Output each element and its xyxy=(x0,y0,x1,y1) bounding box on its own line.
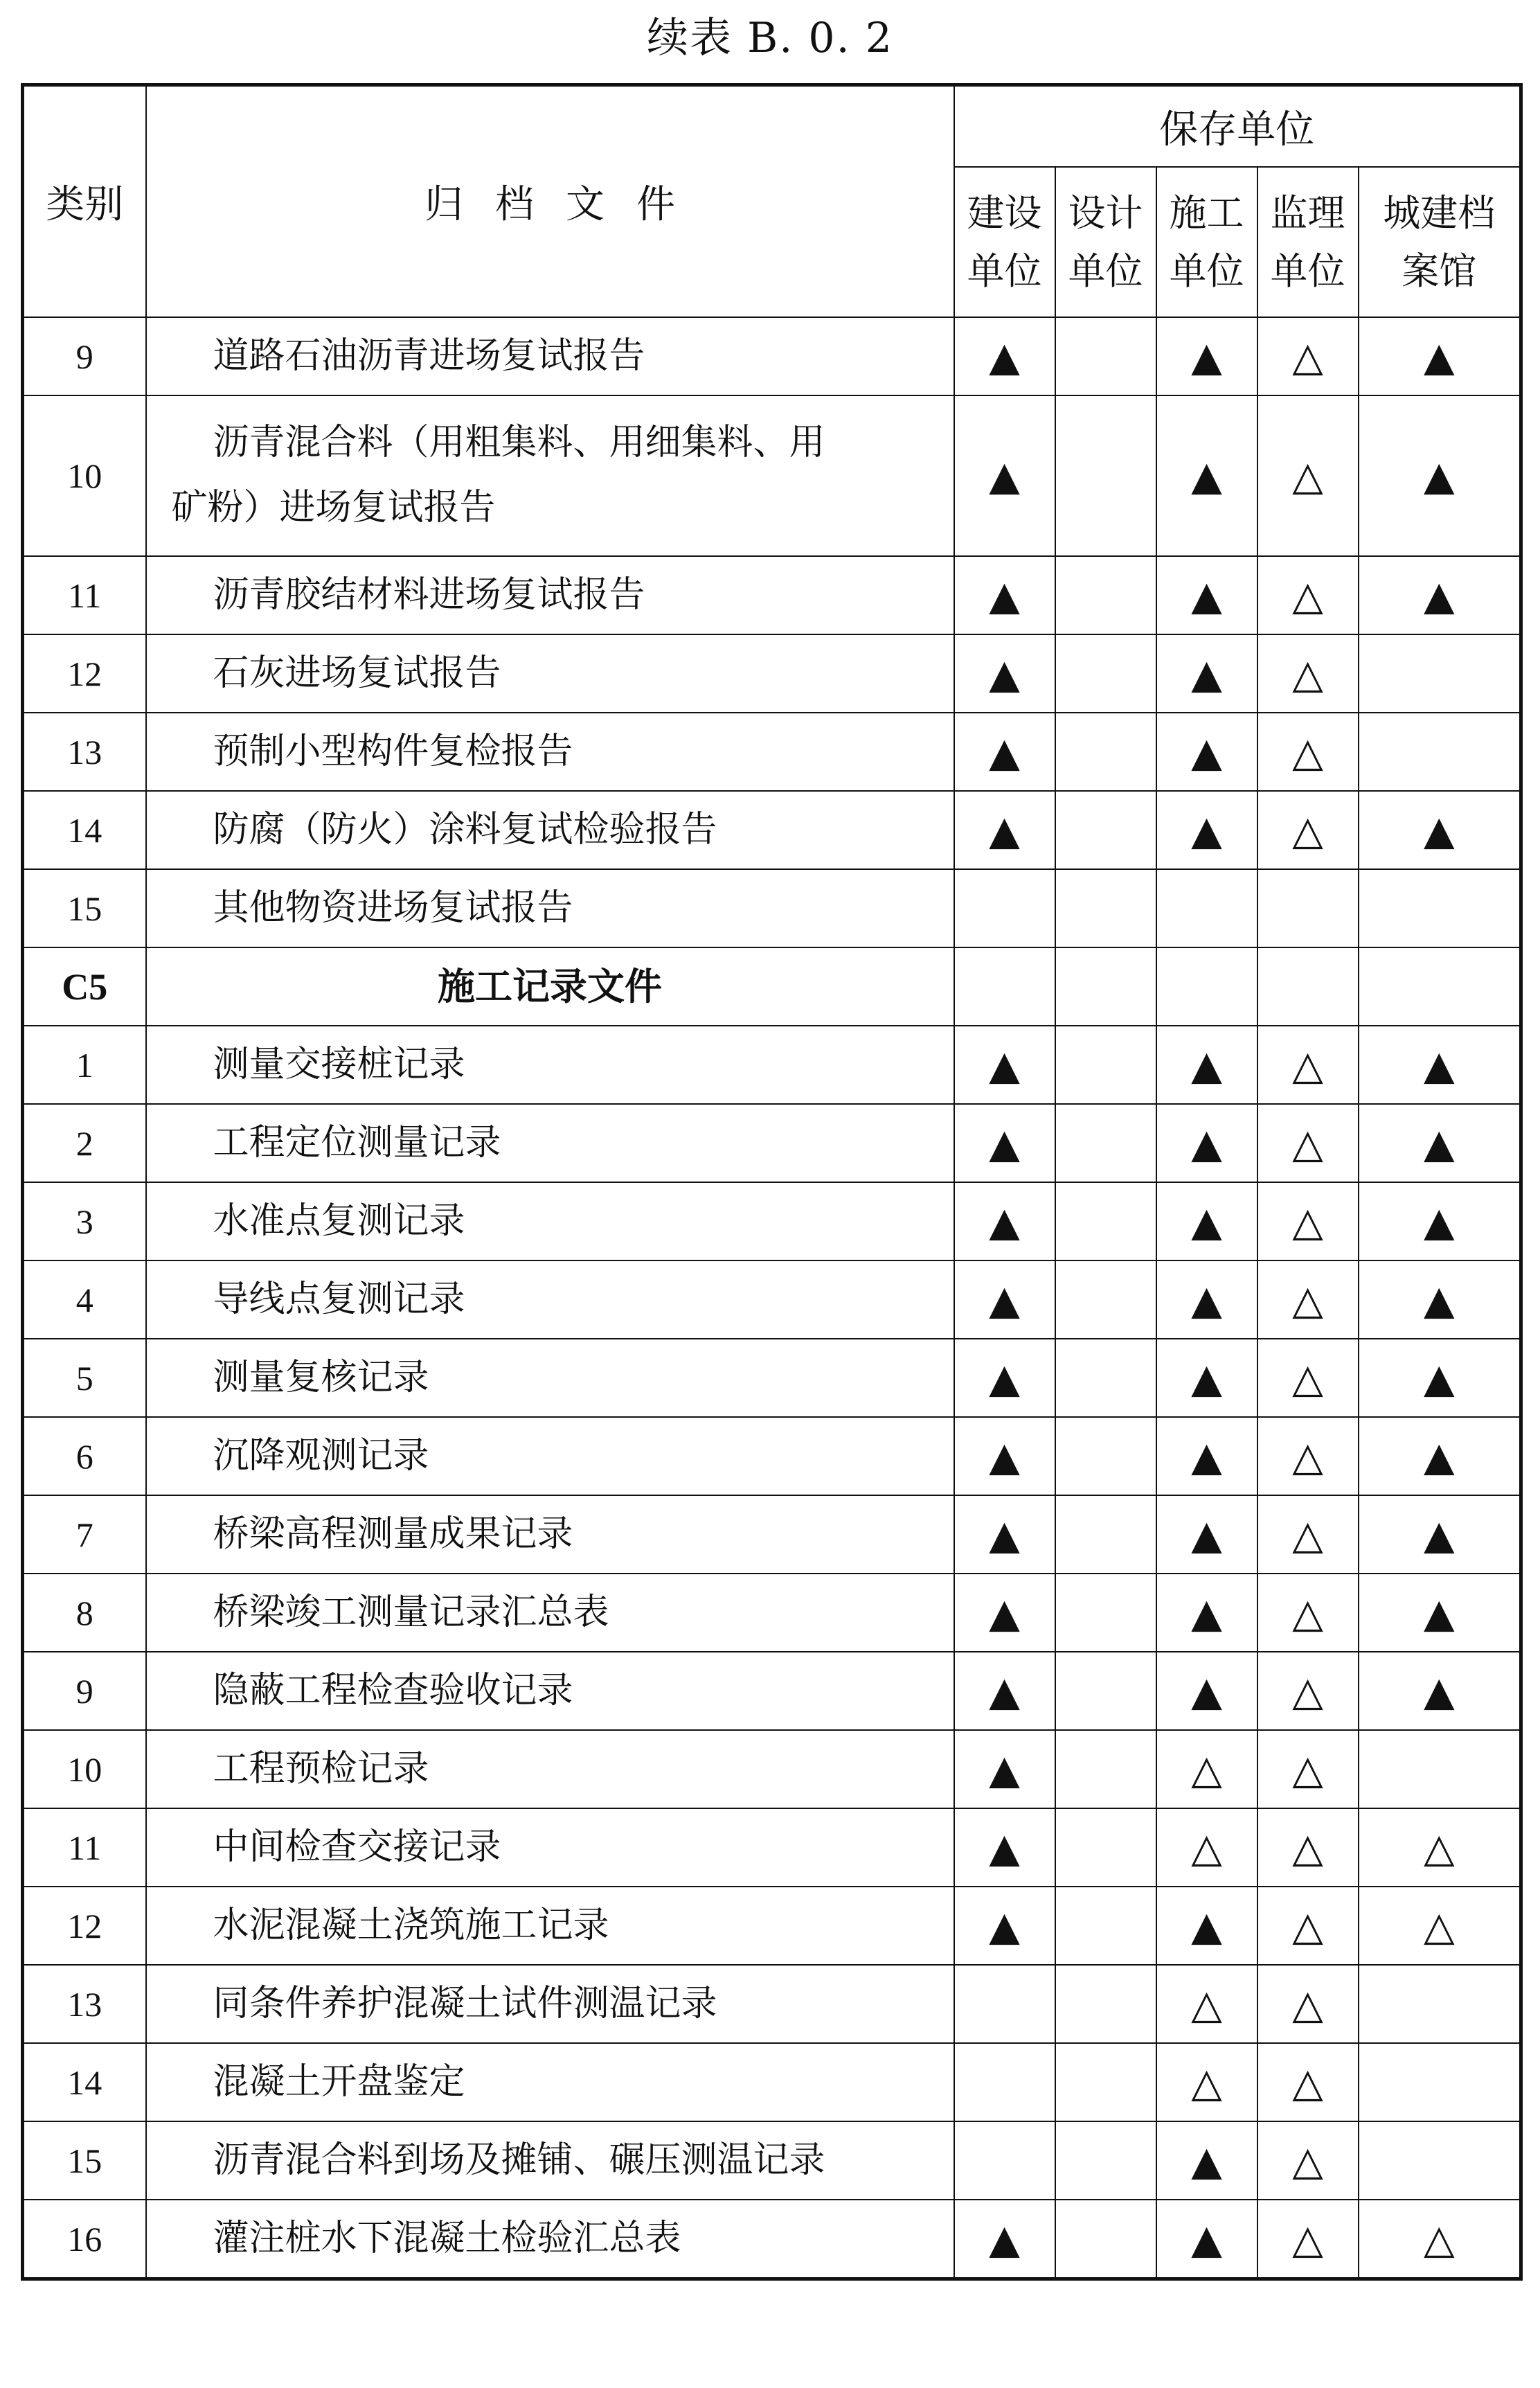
mark-construction-owner: ▲ xyxy=(954,1339,1055,1417)
mark-construction-owner: ▲ xyxy=(954,1104,1055,1182)
mark-supervision: △ xyxy=(1257,556,1359,634)
mark-contractor: ▲ xyxy=(1156,1495,1257,1574)
row-document: 隐蔽工程检查验收记录 xyxy=(146,1652,954,1730)
mark-supervision: △ xyxy=(1257,2121,1359,2200)
unit-line: 城建档 xyxy=(1383,190,1496,235)
table-row xyxy=(23,869,1521,947)
mark-construction-owner: ▲ xyxy=(954,1260,1055,1339)
mark-supervision: △ xyxy=(1257,1104,1359,1182)
row-category: 3 xyxy=(23,1182,146,1260)
row-category: 16 xyxy=(23,2200,146,2279)
table-row xyxy=(23,1574,1521,1652)
mark-design xyxy=(1055,317,1156,395)
mark-design xyxy=(1055,1495,1156,1574)
archive-table xyxy=(21,83,1523,2281)
mark-design xyxy=(1055,1808,1156,1887)
header-unit-city-archive xyxy=(1359,167,1521,317)
table-row xyxy=(23,556,1521,634)
mark-construction-owner: ▲ xyxy=(954,1182,1055,1260)
mark-contractor: ▲ xyxy=(1156,2121,1257,2200)
row-category: 12 xyxy=(23,1887,146,1965)
row-document: 预制小型构件复检报告 xyxy=(146,713,954,791)
row-document: 中间检查交接记录 xyxy=(146,1808,954,1887)
mark-contractor: ▲ xyxy=(1156,791,1257,869)
mark-city-archive: ▲ xyxy=(1359,1260,1521,1339)
mark-contractor: ▲ xyxy=(1156,1182,1257,1260)
mark-supervision: △ xyxy=(1257,1182,1359,1260)
mark-city-archive: ▲ xyxy=(1359,1417,1521,1495)
mark-design xyxy=(1055,634,1156,713)
mark-contractor: ▲ xyxy=(1156,317,1257,395)
row-category: 12 xyxy=(23,634,146,713)
row-document: 防腐（防火）涂料复试检验报告 xyxy=(146,791,954,869)
mark-city-archive xyxy=(1359,2121,1521,2200)
mark-design xyxy=(1055,1887,1156,1965)
mark-supervision: △ xyxy=(1257,1730,1359,1808)
unit-line: 监理 xyxy=(1270,190,1345,235)
mark-construction-owner xyxy=(954,2121,1055,2200)
mark-contractor: ▲ xyxy=(1156,1026,1257,1104)
mark-contractor xyxy=(1156,869,1257,947)
mark-construction-owner: ▲ xyxy=(954,1887,1055,1965)
mark-contractor: ▲ xyxy=(1156,1887,1257,1965)
row-document: 测量复核记录 xyxy=(146,1339,954,1417)
row-document-line: 矿粉）进场复试报告 xyxy=(171,487,496,528)
table-row xyxy=(23,317,1521,395)
row-category: 9 xyxy=(23,317,146,395)
table-row xyxy=(23,2200,1521,2279)
table-row xyxy=(23,1182,1521,1260)
mark-supervision: △ xyxy=(1257,1574,1359,1652)
mark-design xyxy=(1055,1574,1156,1652)
table-title: 续表 B. 0. 2 xyxy=(647,14,893,62)
mark-supervision: △ xyxy=(1257,713,1359,791)
mark-supervision xyxy=(1257,869,1359,947)
mark-city-archive: ▲ xyxy=(1359,1495,1521,1574)
mark-construction-owner: ▲ xyxy=(954,1417,1055,1495)
row-document: 沉降观测记录 xyxy=(146,1417,954,1495)
mark-city-archive: ▲ xyxy=(1359,1652,1521,1730)
mark-city-archive: ▲ xyxy=(1359,1339,1521,1417)
row-document: 水准点复测记录 xyxy=(146,1182,954,1260)
mark-contractor: ▲ xyxy=(1156,1652,1257,1730)
unit-line: 设计 xyxy=(1068,190,1143,235)
mark-supervision: △ xyxy=(1257,2043,1359,2121)
mark-construction-owner: ▲ xyxy=(954,1574,1055,1652)
row-document xyxy=(146,395,954,556)
table-row xyxy=(23,1652,1521,1730)
mark-contractor: ▲ xyxy=(1156,1104,1257,1182)
row-category: 14 xyxy=(23,791,146,869)
mark-design xyxy=(1055,947,1156,1026)
row-document-line: 沥青混合料（用粗集料、用细集料、用 xyxy=(213,422,825,464)
row-category: 10 xyxy=(23,1730,146,1808)
table-body xyxy=(23,317,1521,2279)
mark-contractor: ▲ xyxy=(1156,1339,1257,1417)
mark-contractor: △ xyxy=(1156,2043,1257,2121)
mark-city-archive: ▲ xyxy=(1359,791,1521,869)
table-row xyxy=(23,1026,1521,1104)
header-unit-contractor xyxy=(1156,167,1257,317)
row-document: 道路石油沥青进场复试报告 xyxy=(146,317,954,395)
mark-city-archive xyxy=(1359,713,1521,791)
mark-construction-owner: ▲ xyxy=(954,1652,1055,1730)
mark-city-archive xyxy=(1359,947,1521,1026)
mark-design xyxy=(1055,1339,1156,1417)
mark-contractor: ▲ xyxy=(1156,395,1257,556)
mark-city-archive xyxy=(1359,634,1521,713)
row-document: 工程预检记录 xyxy=(146,1730,954,1808)
mark-design xyxy=(1055,1260,1156,1339)
table-row xyxy=(23,1887,1521,1965)
mark-construction-owner: ▲ xyxy=(954,317,1055,395)
header-document-label: 归档文件 xyxy=(424,182,707,227)
row-document: 工程定位测量记录 xyxy=(146,1104,954,1182)
mark-supervision: △ xyxy=(1257,1965,1359,2043)
table-row xyxy=(23,1730,1521,1808)
row-document: 导线点复测记录 xyxy=(146,1260,954,1339)
mark-construction-owner: ▲ xyxy=(954,2200,1055,2279)
mark-contractor: △ xyxy=(1156,1965,1257,2043)
mark-design xyxy=(1055,1182,1156,1260)
mark-city-archive: ▲ xyxy=(1359,556,1521,634)
header-document xyxy=(146,85,954,318)
row-category: 13 xyxy=(23,713,146,791)
table-row xyxy=(23,1417,1521,1495)
mark-city-archive: ▲ xyxy=(1359,395,1521,556)
mark-design xyxy=(1055,2121,1156,2200)
mark-design xyxy=(1055,1417,1156,1495)
mark-contractor: △ xyxy=(1156,1730,1257,1808)
row-document: 其他物资进场复试报告 xyxy=(146,869,954,947)
unit-line: 案馆 xyxy=(1402,249,1477,293)
row-document: 测量交接桩记录 xyxy=(146,1026,954,1104)
mark-city-archive: ▲ xyxy=(1359,1182,1521,1260)
table-row xyxy=(23,2121,1521,2200)
mark-city-archive xyxy=(1359,1730,1521,1808)
mark-city-archive: △ xyxy=(1359,2200,1521,2279)
mark-supervision: △ xyxy=(1257,1260,1359,1339)
mark-design xyxy=(1055,1730,1156,1808)
section-row xyxy=(23,947,1521,1026)
header-category: 类别 xyxy=(23,85,146,318)
mark-construction-owner: ▲ xyxy=(954,1808,1055,1887)
mark-city-archive xyxy=(1359,1965,1521,2043)
mark-design xyxy=(1055,2043,1156,2121)
unit-line: 单位 xyxy=(967,249,1042,293)
row-category: 11 xyxy=(23,1808,146,1887)
mark-contractor: ▲ xyxy=(1156,713,1257,791)
table-row xyxy=(23,2043,1521,2121)
mark-design xyxy=(1055,869,1156,947)
table-row xyxy=(23,791,1521,869)
header-storage-units: 保存单位 xyxy=(954,85,1521,168)
unit-line: 单位 xyxy=(1270,249,1345,293)
mark-supervision: △ xyxy=(1257,1887,1359,1965)
row-document: 沥青胶结材料进场复试报告 xyxy=(146,556,954,634)
mark-design xyxy=(1055,1104,1156,1182)
row-document: 桥梁竣工测量记录汇总表 xyxy=(146,1574,954,1652)
table-row xyxy=(23,634,1521,713)
mark-contractor: ▲ xyxy=(1156,1260,1257,1339)
unit-line: 施工 xyxy=(1169,190,1244,235)
unit-line: 建设 xyxy=(967,190,1042,235)
mark-supervision: △ xyxy=(1257,317,1359,395)
mark-supervision: △ xyxy=(1257,1339,1359,1417)
mark-construction-owner xyxy=(954,1965,1055,2043)
mark-construction-owner: ▲ xyxy=(954,395,1055,556)
mark-supervision: △ xyxy=(1257,395,1359,556)
table-row xyxy=(23,1808,1521,1887)
mark-supervision: △ xyxy=(1257,1026,1359,1104)
row-category: 9 xyxy=(23,1652,146,1730)
mark-design xyxy=(1055,1026,1156,1104)
row-document: 桥梁高程测量成果记录 xyxy=(146,1495,954,1574)
mark-city-archive: ▲ xyxy=(1359,317,1521,395)
mark-contractor: ▲ xyxy=(1156,1574,1257,1652)
mark-supervision: △ xyxy=(1257,634,1359,713)
mark-design xyxy=(1055,1652,1156,1730)
mark-construction-owner: ▲ xyxy=(954,556,1055,634)
row-category: 1 xyxy=(23,1026,146,1104)
mark-city-archive: ▲ xyxy=(1359,1574,1521,1652)
mark-construction-owner xyxy=(954,947,1055,1026)
mark-construction-owner xyxy=(954,869,1055,947)
header-unit-construction-owner xyxy=(954,167,1055,317)
mark-construction-owner: ▲ xyxy=(954,1495,1055,1574)
mark-design xyxy=(1055,556,1156,634)
header-unit-supervision xyxy=(1257,167,1359,317)
row-category: 5 xyxy=(23,1339,146,1417)
mark-supervision: △ xyxy=(1257,2200,1359,2279)
row-document: 混凝土开盘鉴定 xyxy=(146,2043,954,2121)
row-document: 沥青混合料到场及摊铺、碾压测温记录 xyxy=(146,2121,954,2200)
row-category: 4 xyxy=(23,1260,146,1339)
mark-contractor: ▲ xyxy=(1156,1417,1257,1495)
table-row xyxy=(23,1104,1521,1182)
mark-supervision: △ xyxy=(1257,1652,1359,1730)
mark-contractor: ▲ xyxy=(1156,634,1257,713)
mark-construction-owner xyxy=(954,2043,1055,2121)
row-document: 水泥混凝土浇筑施工记录 xyxy=(146,1887,954,1965)
mark-supervision xyxy=(1257,947,1359,1026)
mark-city-archive: △ xyxy=(1359,1887,1521,1965)
mark-supervision: △ xyxy=(1257,1808,1359,1887)
row-category: 13 xyxy=(23,1965,146,2043)
row-category: 6 xyxy=(23,1417,146,1495)
section-title: 施工记录文件 xyxy=(146,947,954,1026)
row-document: 灌注桩水下混凝土检验汇总表 xyxy=(146,2200,954,2279)
table-header xyxy=(23,85,1521,318)
mark-design xyxy=(1055,395,1156,556)
unit-line: 单位 xyxy=(1068,249,1143,293)
table-row xyxy=(23,1965,1521,2043)
row-category: C5 xyxy=(23,947,146,1026)
mark-city-archive: ▲ xyxy=(1359,1104,1521,1182)
mark-contractor: ▲ xyxy=(1156,556,1257,634)
row-category: 15 xyxy=(23,2121,146,2200)
mark-construction-owner: ▲ xyxy=(954,791,1055,869)
table-row xyxy=(23,1339,1521,1417)
table-row xyxy=(23,1495,1521,1574)
mark-design xyxy=(1055,713,1156,791)
table-row xyxy=(23,395,1521,556)
row-document: 同条件养护混凝土试件测温记录 xyxy=(146,1965,954,2043)
mark-construction-owner: ▲ xyxy=(954,634,1055,713)
mark-city-archive xyxy=(1359,869,1521,947)
mark-design xyxy=(1055,2200,1156,2279)
table-row xyxy=(23,1260,1521,1339)
mark-supervision: △ xyxy=(1257,1495,1359,1574)
mark-contractor: △ xyxy=(1156,1808,1257,1887)
row-category: 11 xyxy=(23,556,146,634)
mark-construction-owner: ▲ xyxy=(954,1026,1055,1104)
row-category: 8 xyxy=(23,1574,146,1652)
header-unit-design xyxy=(1055,167,1156,317)
mark-contractor: ▲ xyxy=(1156,2200,1257,2279)
mark-city-archive: ▲ xyxy=(1359,1026,1521,1104)
row-category: 10 xyxy=(23,395,146,556)
mark-city-archive xyxy=(1359,2043,1521,2121)
mark-city-archive: △ xyxy=(1359,1808,1521,1887)
mark-contractor xyxy=(1156,947,1257,1026)
mark-design xyxy=(1055,791,1156,869)
row-category: 2 xyxy=(23,1104,146,1182)
mark-supervision: △ xyxy=(1257,791,1359,869)
unit-line: 单位 xyxy=(1169,249,1244,293)
row-category: 14 xyxy=(23,2043,146,2121)
row-category: 7 xyxy=(23,1495,146,1574)
row-document: 石灰进场复试报告 xyxy=(146,634,954,713)
mark-construction-owner: ▲ xyxy=(954,713,1055,791)
row-category: 15 xyxy=(23,869,146,947)
mark-supervision: △ xyxy=(1257,1417,1359,1495)
table-row xyxy=(23,713,1521,791)
mark-construction-owner: ▲ xyxy=(954,1730,1055,1808)
mark-design xyxy=(1055,1965,1156,2043)
